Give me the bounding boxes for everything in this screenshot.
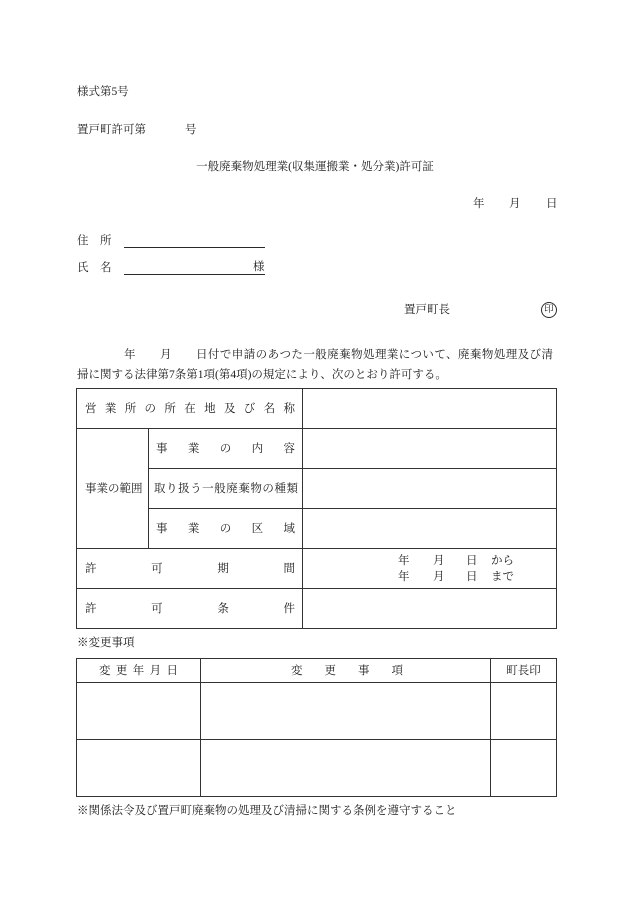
office-label: 営業所の所在地及び名称 (85, 402, 295, 415)
changes-header-row (77, 659, 557, 683)
issuer-name: 置戸町長 (404, 304, 450, 316)
address-label: 住 所 (77, 235, 112, 247)
period-to-month: 月 (433, 570, 445, 583)
changes-item-cell (201, 740, 491, 797)
changes-seal-header: 町長印 (506, 664, 541, 677)
period-label: 許可期間 (85, 562, 295, 575)
changes-item-header: 変更事項 (291, 664, 403, 677)
scope-label-cell (77, 429, 149, 549)
period-from (303, 553, 556, 569)
table-row (77, 589, 557, 629)
period-to (303, 569, 556, 585)
business-content-label-cell (149, 429, 303, 469)
period-value-cell (303, 549, 557, 589)
name-underline (124, 274, 265, 275)
period-to-year: 年 (398, 570, 410, 583)
changes-seal-header-cell (491, 659, 557, 683)
waste-type-value-cell (303, 469, 557, 509)
statement-month: 月 (160, 349, 172, 361)
table-row (77, 389, 557, 429)
changes-heading: ※変更事項 (77, 637, 135, 649)
issue-date-year: 年 (473, 198, 485, 210)
changes-date-header-cell (77, 659, 201, 683)
scope-label: 事業の範囲 (85, 482, 143, 495)
issue-date-day: 日 (546, 198, 558, 210)
business-area-label: 事業の区域 (156, 522, 295, 535)
permit-table (76, 388, 557, 629)
seal-icon: 印 (541, 302, 557, 318)
changes-date-cell (77, 740, 201, 797)
period-to-day: 日 (466, 570, 478, 583)
period-from-month: 月 (433, 554, 445, 567)
conditions-label: 許可条件 (85, 602, 295, 615)
permit-number-suffix: 号 (185, 124, 197, 136)
period-from-year: 年 (398, 554, 410, 567)
statement-line-1: 日付で申請のあつた一般廃棄物処理業について、廃棄物処理及び清 (196, 349, 553, 361)
office-value-cell (303, 389, 557, 429)
changes-item-header-cell (201, 659, 491, 683)
business-content-label: 事業の内容 (156, 442, 295, 455)
changes-date-cell (77, 683, 201, 740)
name-label: 氏 名 (77, 262, 112, 274)
table-row (77, 549, 557, 589)
changes-date-header: 変更年月日 (99, 664, 178, 677)
address-underline (124, 247, 265, 248)
statement-year: 年 (124, 349, 136, 361)
changes-seal-cell (491, 740, 557, 797)
changes-table (76, 658, 557, 797)
permit-number-prefix: 置戸町許可第 (77, 124, 146, 136)
office-label-cell (77, 389, 303, 429)
period-label-cell (77, 549, 303, 589)
statement-line-2: 掃に関する法律第7条第1項(第4項)の規定により、次のとおり許可する。 (77, 369, 447, 381)
business-area-label-cell (149, 509, 303, 549)
table-row (77, 740, 557, 797)
changes-item-cell (201, 683, 491, 740)
conditions-label-cell (77, 589, 303, 629)
conditions-value-cell (303, 589, 557, 629)
table-row (77, 683, 557, 740)
table-row (77, 509, 557, 549)
period-from-suffix: から (491, 554, 514, 567)
footnote: ※関係法令及び置戸町廃棄物の処理及び清掃に関する条例を遵守すること (77, 805, 457, 817)
table-row (77, 429, 557, 469)
waste-type-label-cell (149, 469, 303, 509)
table-row (77, 469, 557, 509)
form-number: 様式第5号 (77, 86, 129, 98)
honorific: 様 (253, 261, 265, 273)
waste-type-label: 取り扱う一般廃棄物の種類 (154, 482, 298, 495)
period-from-day: 日 (466, 554, 478, 567)
period-to-suffix: まで (491, 570, 514, 583)
document-title: 一般廃棄物処理業(収集運搬業・処分業)許可証 (196, 161, 434, 173)
issue-date-month: 月 (509, 198, 521, 210)
business-area-value-cell (303, 509, 557, 549)
changes-seal-cell (491, 683, 557, 740)
business-content-value-cell (303, 429, 557, 469)
